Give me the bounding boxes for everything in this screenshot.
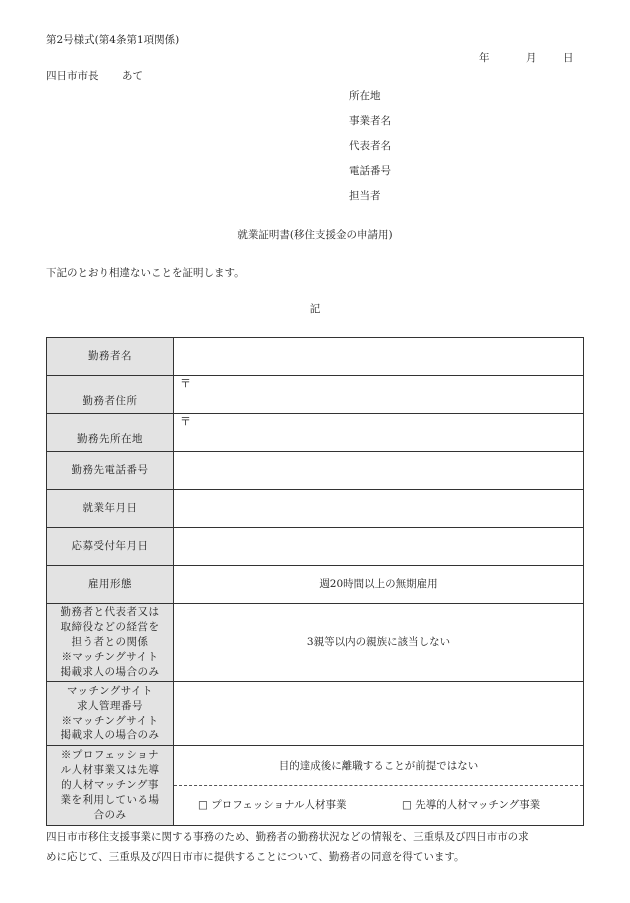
professional-label-line: ※プロフェッショナ [60, 749, 160, 762]
consent-statement [46, 828, 586, 868]
checkbox-leading-talent-matching[interactable]: □ 先導的人材マッチング事業 [402, 799, 541, 811]
applicant-address-label: 所在地 [349, 90, 381, 102]
workplace-address-field[interactable] [174, 414, 584, 452]
workplace-address-label [47, 414, 174, 452]
professional-label [47, 746, 174, 826]
addressee-name: 四日市市長 [46, 70, 99, 82]
relationship-value: 3親等以内の親族に該当しない [174, 604, 584, 682]
date-month-label: 月 [526, 52, 537, 64]
consent-line: 四日市市移住支援事業に関する事務のため、勤務者の勤務状況などの情報を、三重県及び四日市市の求 [46, 831, 529, 843]
applicant-representative-label: 代表者名 [349, 140, 391, 152]
table-row [47, 566, 584, 604]
certificate-table [46, 337, 584, 826]
workplace-phone-field[interactable] [174, 452, 584, 490]
employment-type-value: 週20時間以上の無期雇用 [174, 566, 584, 604]
table-row [47, 414, 584, 452]
table-row [47, 604, 584, 682]
job-number-label [47, 682, 174, 746]
relationship-label-line: 掲載求人の場合のみ [60, 665, 160, 678]
relationship-label-line: 担う者との関係 [71, 636, 149, 649]
worker-name-field[interactable] [174, 338, 584, 376]
professional-options [174, 785, 583, 824]
job-number-label-line: 求人管理番号 [77, 699, 143, 712]
worker-address-label [47, 376, 174, 414]
professional-statement: 目的達成後に離職することが前提ではない [278, 760, 479, 772]
form-number: 第2号様式(第4条第1項関係) [46, 34, 180, 46]
postal-mark: 〒 [180, 415, 191, 428]
workplace-address-label-text: 勤務先所在地 [77, 433, 143, 446]
applicant-company-label: 事業者名 [349, 115, 391, 127]
relationship-label-line: 取締役などの経営を [60, 621, 160, 634]
document-title: 就業証明書(移住支援金の申請用) [237, 229, 393, 241]
table-row [47, 452, 584, 490]
checkbox-professional-talent[interactable]: □ プロフェッショナル人材事業 [198, 799, 347, 811]
worker-address-label-text: 勤務者住所 [82, 395, 138, 408]
intro-statement: 下記のとおり相違ないことを証明します。 [46, 267, 245, 279]
table-row [47, 376, 584, 414]
relationship-label [47, 604, 174, 682]
consent-line: めに応じて、三重県及び四日市市に提供することについて、勤務者の同意を得ています。 [46, 850, 465, 863]
worker-address-field[interactable] [174, 376, 584, 414]
professional-label-line: 業を利用している場 [60, 793, 160, 806]
job-number-field[interactable] [174, 682, 584, 746]
workplace-phone-label: 勤務先電話番号 [47, 452, 174, 490]
applicant-contact-label: 担当者 [349, 190, 381, 202]
applicant-phone-label: 電話番号 [349, 165, 391, 177]
relationship-label-line: 勤務者と代表者又は [60, 606, 160, 619]
date-year-label: 年 [479, 52, 490, 64]
job-number-label-line: マッチングサイト [66, 684, 154, 697]
professional-label-line: 合のみ [93, 808, 127, 821]
date-day-label: 日 [563, 52, 574, 64]
ki-marker: 記 [309, 303, 321, 315]
table-row [47, 490, 584, 528]
professional-label-line: ル人材事業又は先導 [60, 764, 160, 777]
employment-date-label: 就業年月日 [47, 490, 174, 528]
addressee-suffix: あて [122, 70, 143, 82]
table-row [47, 528, 584, 566]
table-row [47, 682, 584, 746]
table-row [47, 746, 584, 826]
job-number-label-line: ※マッチングサイト [61, 714, 159, 727]
table-row [47, 338, 584, 376]
postal-mark: 〒 [180, 377, 191, 390]
professional-label-line: 的人材マッチング事 [61, 779, 159, 792]
employment-date-field[interactable] [174, 490, 584, 528]
application-date-field[interactable] [174, 528, 584, 566]
professional-cell [174, 746, 584, 826]
worker-name-label: 勤務者名 [47, 338, 174, 376]
employment-type-label: 雇用形態 [47, 566, 174, 604]
relationship-label-line: ※マッチングサイト [61, 650, 159, 663]
application-date-label: 応募受付年月日 [47, 528, 174, 566]
job-number-label-line: 掲載求人の場合のみ [60, 729, 160, 742]
